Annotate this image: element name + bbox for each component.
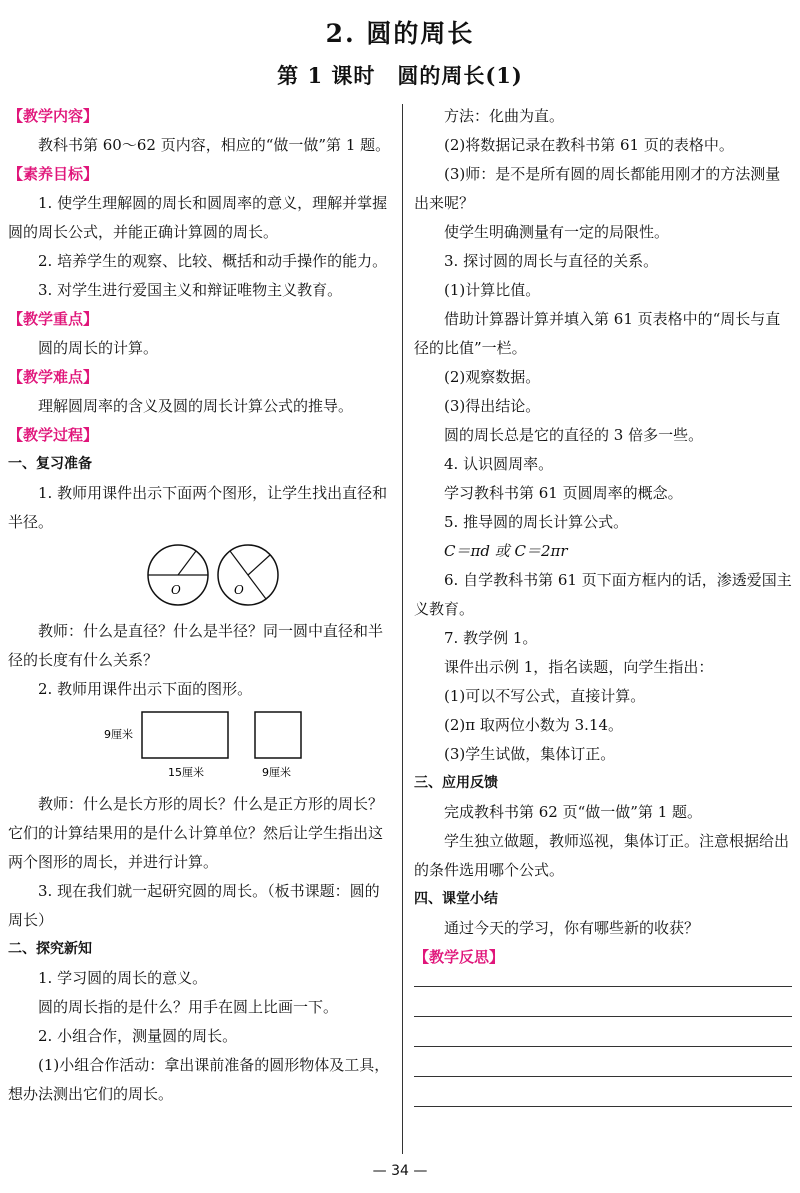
right-item-14: 6. 自学教科书第 61 页下面方框内的话，渗透爱国主义教育。 bbox=[414, 571, 792, 618]
right-item-20: 完成教科书第 62 页“做一做”第 1 题。 bbox=[444, 803, 703, 821]
right-item-10: 圆的周长总是它的直径的 3 倍多一些。 bbox=[444, 426, 704, 444]
right-item-13: 5. 推导圆的周长计算公式。 bbox=[444, 513, 629, 531]
right-item-17: (1)可以不写公式，直接计算。 bbox=[444, 687, 646, 705]
left-column bbox=[8, 102, 394, 1109]
explore-item-2: 2. 小组合作，测量圆的周长。 bbox=[38, 1027, 238, 1045]
method-text: 方法：化曲为直。 bbox=[444, 107, 565, 125]
circle-2 bbox=[218, 545, 278, 605]
rectangle-shape bbox=[142, 712, 228, 758]
explore-item-1a: 圆的周长指的是什么？用手在圆上比画一下。 bbox=[38, 998, 339, 1016]
lesson-subtitle: 第 1 课时 圆的周长(1) bbox=[277, 63, 523, 88]
explore-item-1: 1. 学习圆的周长的意义。 bbox=[38, 969, 208, 987]
goal-2: 2. 培养学生的观察、比较、概括和动手操作的能力。 bbox=[38, 252, 388, 270]
review-question-2: 教师：什么是长方形的周长？什么是正方形的周长？它们的计算结果用的是什么计算单位？然后让学生指出这两个图形的周长，并进行计算。 bbox=[8, 795, 384, 871]
rectangles-svg bbox=[8, 706, 394, 784]
rectangle-height-label: 9厘米 bbox=[104, 728, 133, 741]
right-item-11: 4. 认识圆周率。 bbox=[444, 455, 554, 473]
right-item-15: 7. 教学例 1。 bbox=[444, 629, 538, 647]
goal-3: 3. 对学生进行爱国主义和辩证唯物主义教育。 bbox=[38, 281, 343, 299]
right-item-9: (3)得出结论。 bbox=[444, 397, 541, 415]
heading-difficult: 【教学难点】 bbox=[8, 368, 99, 386]
writing-line bbox=[414, 1106, 792, 1107]
right-item-4: 使学生明确测量有一定的局限性。 bbox=[444, 223, 670, 241]
right-item-8: (2)观察数据。 bbox=[444, 368, 541, 386]
square-shape bbox=[255, 712, 301, 758]
right-item-18: (2)π 取两位小数为 3.14。 bbox=[444, 716, 624, 734]
circle-2-center-label: O bbox=[234, 583, 244, 597]
writing-line bbox=[414, 1016, 792, 1017]
writing-line bbox=[414, 1076, 792, 1077]
heading-content: 【教学内容】 bbox=[8, 107, 99, 125]
section-summary: 四、课堂小结 bbox=[414, 891, 498, 907]
right-item-19: (3)学生试做，集体订正。 bbox=[444, 745, 616, 763]
circles-svg bbox=[8, 541, 394, 611]
content-text: 教科书第 60～62 页内容，相应的“做一做”第 1 题。 bbox=[38, 136, 391, 154]
writing-line bbox=[414, 986, 792, 987]
page-number: — 34 — bbox=[372, 1163, 428, 1179]
reflection-lines bbox=[414, 986, 792, 1107]
section-explore: 二、探究新知 bbox=[8, 941, 92, 957]
circles-figure bbox=[8, 541, 394, 611]
right-item-7: 借助计算器计算并填入第 61 页表格中的“周长与直径的比值”一栏。 bbox=[414, 310, 781, 357]
heading-goals: 【素养目标】 bbox=[8, 165, 99, 183]
review-item-3: 3. 现在我们就一起研究圆的周长。（板书课题：圆的周长） bbox=[8, 882, 380, 929]
column-divider bbox=[402, 104, 403, 1154]
perimeter-formula: C＝πd 或 C＝2πr bbox=[444, 542, 568, 560]
heading-key: 【教学重点】 bbox=[8, 310, 99, 328]
review-question-1: 教师：什么是直径？什么是半径？同一圆中直径和半径的长度有什么关系？ bbox=[8, 622, 384, 669]
section-review: 一、复习准备 bbox=[8, 456, 92, 472]
right-item-6: (1)计算比值。 bbox=[444, 281, 541, 299]
review-item-1: 1. 教师用课件出示下面两个图形，让学生找出直径和半径。 bbox=[8, 484, 388, 531]
right-item-16: 课件出示例 1，指名读题，向学生指出： bbox=[444, 658, 714, 676]
right-item-3: (3)师：是不是所有圆的周长都能用刚才的方法测量出来呢？ bbox=[414, 165, 781, 212]
right-item-22: 通过今天的学习，你有哪些新的收获？ bbox=[444, 919, 700, 937]
right-item-5: 3. 探讨圆的周长与直径的关系。 bbox=[444, 252, 659, 270]
rectangle-width-label: 15厘米 bbox=[168, 766, 204, 779]
square-side-label: 9厘米 bbox=[262, 766, 291, 779]
right-item-12: 学习教科书第 61 页圆周率的概念。 bbox=[444, 484, 683, 502]
right-item-2: (2)将数据记录在教科书第 61 页的表格中。 bbox=[444, 136, 734, 154]
explore-item-2a: (1)小组合作活动：拿出课前准备的圆形物体及工具，想办法测出它们的周长。 bbox=[8, 1056, 390, 1103]
heading-process: 【教学过程】 bbox=[8, 426, 99, 444]
review-item-2: 2. 教师用课件出示下面的图形。 bbox=[38, 680, 253, 698]
goal-1: 1. 使学生理解圆的周长和圆周率的意义，理解并掌握圆的周长公式，并能正确计算圆的周长。 bbox=[8, 194, 388, 241]
key-text: 圆的周长的计算。 bbox=[38, 339, 159, 357]
page-title: 2. 圆的周长 bbox=[325, 19, 475, 48]
circle-1-center-label: O bbox=[171, 583, 181, 597]
rectangles-figure bbox=[8, 706, 394, 784]
heading-reflection: 【教学反思】 bbox=[414, 948, 505, 966]
difficult-text: 理解圆周率的含义及圆的周长计算公式的推导。 bbox=[38, 397, 354, 415]
right-item-21: 学生独立做题，教师巡视，集体订正。注意根据给出的条件选用哪个公式。 bbox=[414, 832, 790, 879]
section-feedback: 三、应用反馈 bbox=[414, 775, 498, 791]
writing-line bbox=[414, 1046, 792, 1047]
right-column bbox=[414, 102, 792, 1136]
